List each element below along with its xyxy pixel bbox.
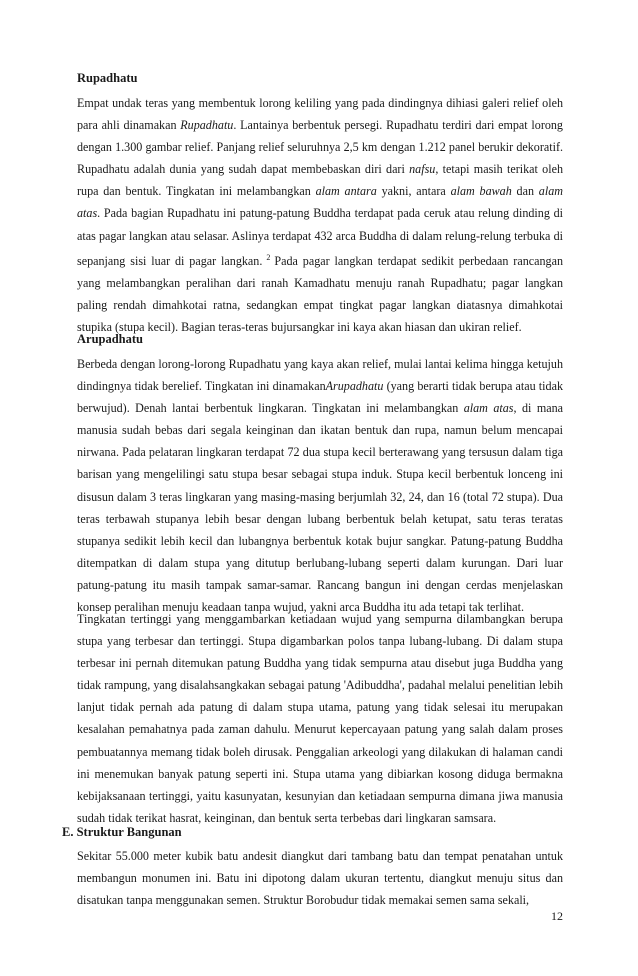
paragraph-rupadhatu: Empat undak teras yang membentuk lorong keliling yang pada dindingnya dihiasi galeri relief oleh para ahli dinamakan Rupadhatu. Lantainya berbentuk persegi. Rupadhatu terdiri dari empat lorong dengan 1.300 gambar relief. Panjang relief seluruhnya 2,5 km dengan 1.212 panel berukir dekoratif. Rupadhatu adalah dunia yang sudah dapat membebaskan diri dari nafsu, tetapi masih terikat oleh rupa dan bentuk. Tingkatan ini melambangkan alam antara yakni, antara alam bawah dan alam atas. Pada bagian Rupadhatu ini patung-patung Buddha terdapat pada ceruk atau relung dinding di atas pagar langkan atau selasar. Aslinya terdapat 432 arca Buddha di dalam relung-relung terbuka di sepanjang sisi luar di pagar langkan. $^2$ Pada pagar langkan terdapat sedikit perbedaan rancangan yang melambangkan peralihan dari ranah Kamadhatu menuju ranah Rupadhatu; pagar langkan paling rendah dimahkotai ratna, sedangkan empat tingkat pagar langkan diatasnya dimahkotai stupika (stupa kecil). Bagian teras-teras bujursangkar ini kaya akan hiasan dan ukiran relief. <box>77 96 563 334</box>
heading-arupadhatu: Arupadhatu <box>77 332 143 346</box>
heading-rupadhatu: Rupadhatu <box>77 71 138 85</box>
page-number: 12 <box>551 909 563 923</box>
paragraph-arupadhatu-2: Tingkatan tertinggi yang menggambarkan ketiadaan wujud yang sempurna dilambangkan berupa stupa yang terbesar dan tertinggi. Stupa digambarkan polos tanpa lubang-lubang. Di dalam stupa terbesar ini pernah ditemukan patung Buddha yang tidak sempurna atau disebut juga Buddha yang tidak rampung, yang disalahsangkakan sebagai patung 'Adibuddha', padahal melalui penelitian lebih lanjut tidak pernah ada patung di dalam stupa utama, patung yang tidak selesai itu merupakan kesalahan pemahatnya pada zaman dahulu. Menurut kepercayaan patung yang salah dalam proses pembuatannya memang tidak boleh dirusak. Penggalian arkeologi yang dilakukan di halaman candi ini menemukan banyak patung seperti ini. Stupa utama yang dibiarkan kosong diduga bermakna kebijaksanaan tertinggi, yaitu kasunyatan, kesunyian dan ketiadaan sempurna dimana jiwa manusia sudah tidak terikat hasrat, keinginan, dan bentuk serta terbebas dari lingkaran samsara. <box>77 612 563 825</box>
footnote-ref: 2 <box>266 252 271 262</box>
heading-struktur-bangunan: E. Struktur Bangunan <box>62 825 182 839</box>
paragraph-struktur: Sekitar 55.000 meter kubik batu andesit diangkut dari tambang batu dan tempat penatahan untuk membangun monumen ini. Batu ini dipotong dalam ukuran tertentu, diangkut menuju situs dan disatukan tanpa menggunakan semen. Struktur Borobudur tidak memakai semen sama sekali, <box>77 849 563 908</box>
paragraph-arupadhatu-1: Berbeda dengan lorong-lorong Rupadhatu yang kaya akan relief, mulai lantai kelima hingga ketujuh dindingnya tidak berelief. Tingkatan ini dinamakanArupadhatu (yang berarti tidak berupa atau tidak berwujud). Denah lantai berbentuk lingkaran. Tingkatan ini melambangkan alam atas, di mana manusia sudah bebas dari segala keinginan dan ikatan bentuk dan rupa, namun belum mencapai nirwana. Pada pelataran lingkaran terdapat 72 dua stupa kecil berterawang yang tersusun dalam tiga barisan yang mengelilingi satu stupa besar sebagai stupa induk. Stupa kecil berbentuk lonceng ini disusun dalam 3 teras lingkaran yang masing-masing berjumlah 32, 24, dan 16 (total 72 stupa). Dua teras terbawah stupanya lebih besar dengan lubang berbentuk belah ketupat, satu teras teratas stupanya sedikit lebih kecil dan lubangnya berbentuk kotak bujur sangkar. Patung-patung Buddha ditempatkan di dalam stupa yang ditutup berlubang-lubang seperti dalam kurungan. Dari luar patung-patung itu masih tampak samar-samar. Rancang bangun ini dengan cerdas menjelaskan konsep peralihan menuju keadaan tanpa wujud, yakni arca Buddha itu ada tetapi tak terlihat. <box>77 357 564 615</box>
